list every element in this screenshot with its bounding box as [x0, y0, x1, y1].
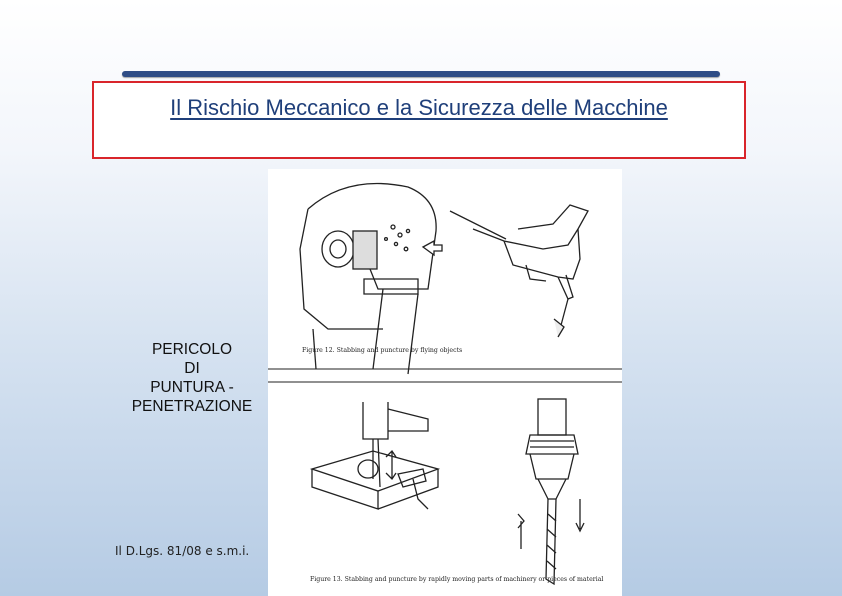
caption-line: PERICOLO: [151, 341, 233, 358]
figure-12-caption: Figure 12. Stabbing and puncture by flying objects: [302, 347, 463, 354]
illustration-panel: [268, 169, 622, 596]
drill-chuck-drawing: [518, 399, 584, 584]
caption-line: PUNTURA -: [150, 379, 234, 396]
figure-13-caption: Figure 13. Stabbing and puncture by rapidly moving parts of machinery or pieces of material: [310, 576, 604, 583]
nail-gun-drawing: [450, 205, 588, 337]
footer-text: Il D.Lgs. 81/08 e s.m.i.: [115, 544, 250, 558]
title-box: [92, 81, 746, 159]
title-decor-bar: [122, 71, 720, 77]
grinder-drawing: [300, 183, 442, 374]
caption-line: PENETRAZIONE: [131, 398, 253, 415]
hazard-caption: [92, 340, 292, 416]
slide-title: Il Rischio Meccanico e la Sicurezza delle Macchine: [170, 95, 668, 120]
caption-line: DI: [184, 360, 200, 377]
sewing-machine-drawing: [312, 402, 438, 509]
hazard-illustrations: [268, 169, 622, 596]
